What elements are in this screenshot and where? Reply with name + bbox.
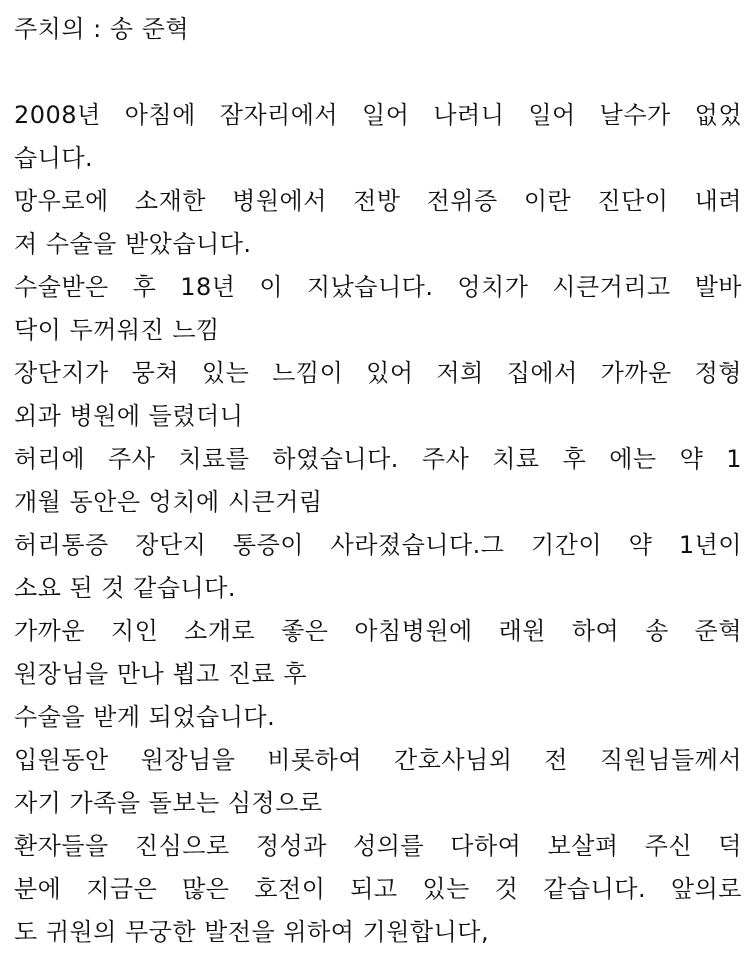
body-line-15: 수술을 받게 되었습니다. xyxy=(14,703,276,731)
body-line-12: 소요 된 것 같습니다. xyxy=(14,574,236,602)
body-line-13: 가까운 지인 소개로 좋은 아침병원에 래원 하여 송 준혁 xyxy=(14,617,742,645)
body-line-19: 분에 지금은 많은 호전이 되고 있는 것 같습니다. 앞의로 xyxy=(14,875,742,903)
body-line-1: 2008년 아침에 잠자리에서 일어 나려니 일어 날수가 없었 xyxy=(14,101,742,129)
body-line-4: 져 수술을 받았습니다. xyxy=(14,230,252,258)
body-line-6: 닥이 두꺼워진 느낌 xyxy=(14,316,220,344)
body-line-10: 개월 동안은 엉치에 시큰거림 xyxy=(14,488,323,516)
body-line-5: 수술받은 후 18년 이 지났습니다. 엉치가 시큰거리고 발바 xyxy=(14,273,742,301)
body-line-3: 망우로에 소재한 병원에서 전방 전위증 이란 진단이 내려 xyxy=(14,187,742,215)
body-line-11: 허리통증 장단지 통증이 사라졌습니다.그 기간이 약 1년이 xyxy=(14,531,742,559)
body-line-17: 자기 가족을 돌보는 심정으로 xyxy=(14,789,323,817)
body-line-14: 원장님을 만나 뵙고 진료 후 xyxy=(14,660,308,688)
body-line-9: 허리에 주사 치료를 하였습니다. 주사 치료 후 에는 약 1 xyxy=(14,445,742,473)
body-line-8: 외과 병원에 들렸더니 xyxy=(14,402,244,430)
body-line-20: 도 귀원의 무궁한 발전을 위하여 기원합니다, xyxy=(14,918,490,946)
body-line-18: 환자들을 진심으로 정성과 성의를 다하여 보살펴 주신 덕 xyxy=(14,832,742,860)
body-line-16: 입원동안 원장님을 비롯하여 간호사님외 전 직원님들께서 xyxy=(14,746,742,774)
doctor-header: 주치의 : 송 준혁 xyxy=(14,15,190,43)
body-line-2: 습니다. xyxy=(14,144,94,172)
body-line-7: 장단지가 뭉쳐 있는 느낌이 있어 저희 집에서 가까운 정형 xyxy=(14,359,742,387)
